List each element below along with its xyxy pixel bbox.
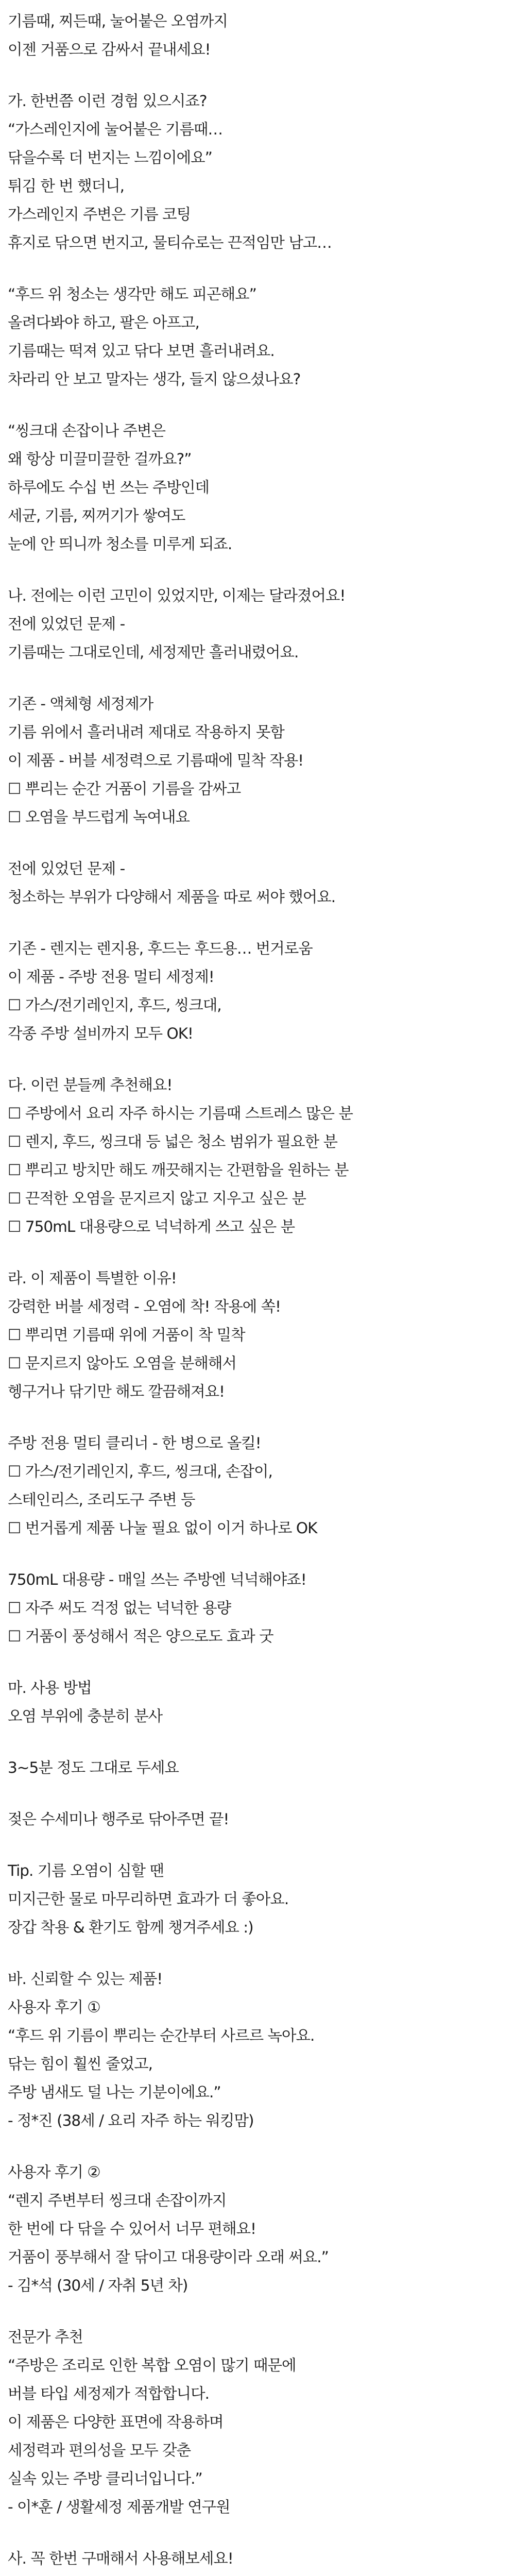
text-line: 세균, 기름, 찌꺼기가 쌓여도 — [8, 507, 185, 524]
text-line: 젖은 수세미나 행주로 닦아주면 끝! — [8, 1810, 229, 1828]
text-paragraph — [8, 1429, 515, 1543]
text-line: “가스레인지에 눌어붙은 기름때… — [8, 121, 222, 138]
text-line: 기존 - 렌지는 렌지용, 후드는 후드용… 번거로움 — [8, 940, 313, 957]
text-line — [8, 2573, 515, 2576]
text-line: 세정력과 편의성을 모두 갖춘 — [8, 2442, 191, 2459]
text-line: 주방 냄새도 덜 나는 기분이에요.” — [8, 2083, 221, 2101]
text-line: 이젠 거품으로 감싸서 끝내세요! — [8, 41, 211, 58]
text-line: 이 제품 - 버블 세정력으로 기름때에 밀착 작용! — [8, 752, 304, 769]
paragraph-spacer — [8, 1942, 515, 1965]
text-line: 다. 이런 분들께 추천해요! — [8, 1076, 173, 1094]
text-line: 가. 한번쯤 이런 경험 있으시죠? — [8, 92, 207, 110]
text-paragraph — [8, 1857, 515, 1942]
text-line: 가스레인지 주변은 기름 코팅 — [8, 206, 191, 223]
text-line: 미지근한 물로 마무리하면 효과가 더 좋아요. — [8, 1890, 289, 1908]
text-line: 기름때, 찌든때, 눌어붙은 오염까지 — [8, 12, 228, 30]
text-line: 이 제품은 다양한 표면에 작용하며 — [8, 2413, 224, 2431]
text-line: ☐ 오염을 부드럽게 녹여내요 — [8, 808, 190, 826]
text-paragraph — [8, 2158, 515, 2300]
text-line: ☐ 뿌리면 기름때 위에 거품이 착 밀착 — [8, 1326, 245, 1344]
text-paragraph — [8, 1566, 515, 1651]
text-line: 사. 꼭 한번 구매해서 사용해보세요! — [8, 2550, 233, 2567]
paragraph-spacer — [8, 832, 515, 855]
text-paragraph — [8, 417, 515, 558]
text-line: ☐ 750mL 대용량으로 넉넉하게 쓰고 싶은 분 — [8, 1218, 295, 1235]
text-paragraph — [8, 1754, 515, 1782]
text-line: ☐ 번거롭게 제품 나눌 필요 없이 이거 하나로 OK — [8, 1519, 317, 1537]
paragraph-spacer — [8, 1731, 515, 1754]
text-line: 튀김 한 번 했더니, — [8, 177, 124, 195]
paragraph-spacer — [8, 257, 515, 280]
text-line: 올려다봐야 하고, 팔은 아프고, — [8, 314, 199, 331]
text-line: 각종 주방 설비까지 모두 OK! — [8, 1025, 193, 1042]
text-line: 눈에 안 띄니까 청소를 미루게 되죠. — [8, 535, 232, 553]
text-paragraph — [8, 1071, 515, 1241]
text-line: “씽크대 손잡이나 주변은 — [8, 422, 166, 439]
text-line: 주방 전용 멀티 클리너 - 한 병으로 올킬! — [8, 1434, 261, 1452]
text-line: “후드 위 청소는 생각만 해도 피곤해요” — [8, 285, 256, 303]
text-paragraph — [8, 1264, 515, 1406]
text-line: ☐ 가스/전기레인지, 후드, 씽크대, 손잡이, — [8, 1463, 272, 1480]
text-line: - 정*진 (38세 / 요리 자주 하는 워킹맘) — [8, 2112, 254, 2129]
paragraph-spacer — [8, 558, 515, 582]
text-line: 강력한 버블 세정력 - 오염에 착! 작용에 쏙! — [8, 1298, 281, 1315]
text-line: 한 번에 다 닦을 수 있어서 너무 편해요! — [8, 2220, 256, 2238]
text-line: 헹구거나 닦기만 해도 깔끔해져요! — [8, 1383, 225, 1400]
text-paragraph — [8, 935, 515, 1048]
text-line: 휴지로 닦으면 번지고, 물티슈로는 끈적임만 남고… — [8, 234, 332, 251]
paragraph-spacer — [8, 911, 515, 935]
text-paragraph — [8, 690, 515, 832]
text-line: 실속 있는 주방 클리너입니다.” — [8, 2470, 202, 2487]
text-line: ☐ 렌지, 후드, 씽크대 등 넓은 청소 범위가 필요한 분 — [8, 1133, 338, 1150]
text-line: ☐ 거품이 풍성해서 적은 양으로도 효과 굿 — [8, 1628, 273, 1645]
text-line: 이 제품 - 주방 전용 멀티 세정제! — [8, 968, 214, 986]
text-line: - 이*훈 / 생활세정 제품개발 연구원 — [8, 2498, 230, 2516]
paragraph-spacer — [8, 1241, 515, 1264]
text-paragraph — [8, 1674, 515, 1731]
text-line: 거품이 풍부해서 잘 닦이고 대용량이라 오래 써요.” — [8, 2248, 329, 2266]
text-paragraph — [8, 1805, 515, 1834]
text-line: ☐ 주방에서 요리 자주 하시는 기름때 스트레스 많은 분 — [8, 1105, 353, 1122]
text-line: 청소하는 부위가 다양해서 제품을 따로 써야 했어요. — [8, 888, 336, 906]
paragraph-spacer — [8, 2521, 515, 2545]
text-line: ☐ 가스/전기레인지, 후드, 씽크대, — [8, 996, 221, 1014]
paragraph-spacer — [8, 394, 515, 417]
text-line: 기름 위에서 흘러내려 제대로 작용하지 못함 — [8, 723, 284, 741]
paragraph-spacer — [8, 1543, 515, 1566]
text-line: “주방은 조리로 인한 복합 오염이 많기 때문에 — [8, 2357, 296, 2374]
text-line: 차라리 안 보고 말자는 생각, 들지 않으셨나요? — [8, 370, 301, 388]
text-line: - 김*석 (30세 / 자취 5년 차) — [8, 2277, 188, 2294]
text-line: ☐ 끈적한 오염을 문지르지 않고 지우고 싶은 분 — [8, 1190, 306, 1207]
text-line: 사용자 후기 ② — [8, 2163, 100, 2181]
text-paragraph — [8, 2323, 515, 2521]
text-paragraph — [8, 582, 515, 667]
paragraph-spacer — [8, 2300, 515, 2323]
paragraph-spacer — [8, 1834, 515, 1857]
text-line: 장갑 착용 & 환기도 함께 챙겨주세요 :) — [8, 1919, 253, 1936]
text-line: ☐ 뿌리는 순간 거품이 기름을 감싸고 — [8, 780, 241, 798]
text-line: “후드 위 기름이 뿌리는 순간부터 사르르 녹아요. — [8, 2027, 315, 2044]
text-line: 닦는 힘이 훨씬 줄었고, — [8, 2055, 152, 2073]
paragraph-spacer — [8, 1406, 515, 1429]
text-line: 750mL 대용량 - 매일 쓰는 주방엔 넉넉해야죠! — [8, 1571, 306, 1588]
text-line: 바. 신뢰할 수 있는 제품! — [8, 1970, 163, 1988]
paragraph-spacer — [8, 64, 515, 87]
text-paragraph — [8, 855, 515, 911]
text-paragraph — [8, 280, 515, 394]
text-paragraph — [8, 2545, 515, 2576]
text-paragraph — [8, 7, 515, 64]
text-line: 버블 타입 세정제가 적합합니다. — [8, 2385, 209, 2402]
text-line: 라. 이 제품이 특별한 이유! — [8, 1269, 177, 1287]
text-line: 하루에도 수십 번 쓰는 주방인데 — [8, 479, 209, 496]
text-line: “렌지 주변부터 씽크대 손잡이까지 — [8, 2192, 227, 2209]
text-line: 오염 부위에 충분히 분사 — [8, 1707, 163, 1725]
text-line: 스테인리스, 조리도구 주변 등 — [8, 1491, 195, 1509]
paragraph-spacer — [8, 2135, 515, 2158]
text-paragraph — [8, 87, 515, 257]
text-line: 마. 사용 방법 — [8, 1679, 92, 1697]
text-line: 왜 항상 미끌미끌한 걸까요?” — [8, 450, 192, 468]
text-line: 닦을수록 더 번지는 느낌이에요” — [8, 149, 212, 166]
text-line: 기존 - 액체형 세정제가 — [8, 695, 153, 713]
paragraph-spacer — [8, 1651, 515, 1674]
text-line: 기름때는 떡져 있고 닦다 보면 흘러내려요. — [8, 342, 274, 360]
text-line: ☐ 문지르지 않아도 오염을 분해해서 — [8, 1354, 236, 1372]
text-line: 전에 있었던 문제 - — [8, 860, 125, 877]
paragraph-spacer — [8, 667, 515, 690]
text-line: Tip. 기름 오염이 심할 땐 — [8, 1862, 164, 1879]
paragraph-spacer — [8, 1048, 515, 1071]
text-line: 기름때는 그대로인데, 세정제만 흘러내렸어요. — [8, 643, 299, 661]
text-paragraph — [8, 1965, 515, 2135]
text-line: 나. 전에는 이런 고민이 있었지만, 이제는 달라졌어요! — [8, 587, 346, 604]
text-line: ☐ 뿌리고 방치만 해도 깨끗해지는 간편함을 원하는 분 — [8, 1161, 349, 1179]
text-line: 3~5분 정도 그대로 두세요 — [8, 1759, 179, 1776]
paragraph-spacer — [8, 1782, 515, 1805]
text-line: 전에 있었던 문제 - — [8, 615, 125, 633]
text-line: 전문가 추천 — [8, 2328, 83, 2346]
text-line: 사용자 후기 ① — [8, 1998, 100, 2016]
text-line: ☐ 자주 써도 걱정 없는 넉넉한 용량 — [8, 1599, 231, 1617]
